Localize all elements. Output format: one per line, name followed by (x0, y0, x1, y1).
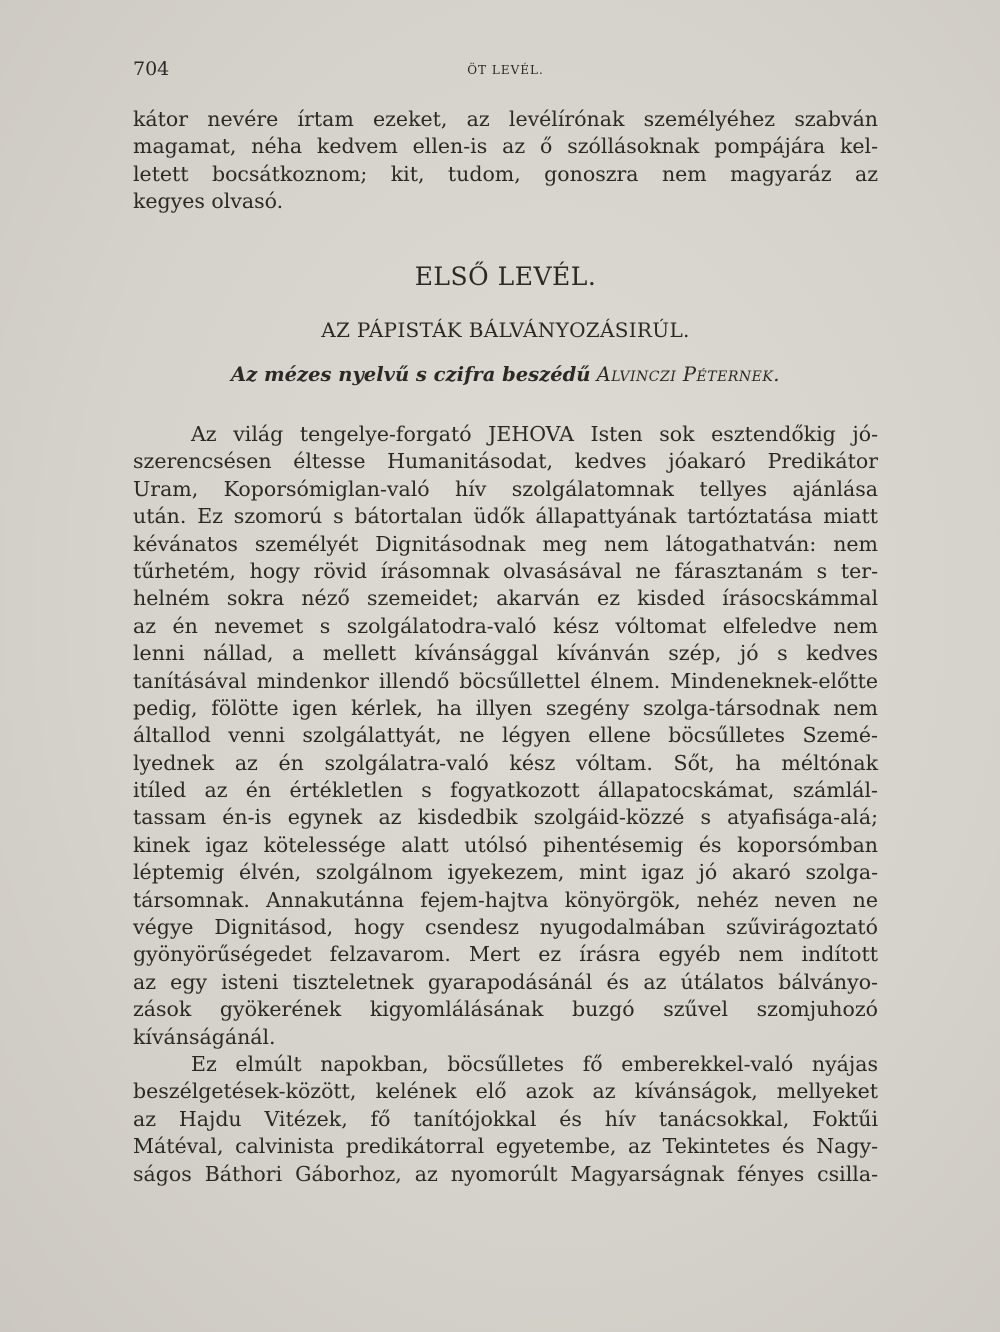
text-line: léptemig élvén, szolgálnom igyekezem, mint igaz jó akaró szolga- (133, 860, 878, 885)
text-line: zások gyökerének kigyomlálásának buzgó szűvel szomjuhozó (133, 997, 878, 1022)
text-line: helném sokra néző szemeidet; akarván ez kisded írásocskámmal (133, 586, 878, 611)
dedication-name: Alvinczi Péternek. (596, 363, 780, 386)
text-line: után. Ez szomorú s bátortalan üdők állapattyának tartóztatása miatt (133, 504, 878, 529)
page-number: 704 (133, 58, 170, 80)
text-line: Az világ tengelye-forgató JEHOVA Isten sok esztendőkig jó- (191, 422, 878, 446)
text-line: gyönyörűségedet felzavarom. Mert ez írásra egyéb nem indított (133, 942, 878, 967)
text-line: az én nevemet s szolgálatodra-való kész vóltomat elfeledve nem (133, 613, 878, 638)
intro-paragraph (133, 106, 878, 216)
dedication-epithet: Az mézes nyelvű s czifra beszédű (231, 363, 591, 386)
text-line: lyednek az én szolgálatra-való kész vóltam. Sőt, ha méltónak (133, 750, 878, 775)
text-line: kinek igaz kötelessége alatt utólsó pihentésemig és koporsómban (133, 832, 878, 857)
letter-title: ELSŐ LEVÉL. (414, 262, 597, 291)
text-line: kátor nevére írtam ezeket, az levélírónak személyéhez szabván (133, 107, 878, 131)
text-line: kévánatos személyét Dignitásodnak meg nem látogathatván: nem (133, 531, 878, 556)
text-line: letett bocsátkoznom; kit, tudom, gonoszra nem magyaráz az (133, 161, 878, 186)
dedication (133, 363, 878, 386)
text-line: itíled az én értékletlen s fogyatkozott állapatocskámat, számlál- (133, 778, 878, 803)
text-line: beszélgetések-között, kelének elő azok az kívánságok, mellyeket (133, 1079, 878, 1104)
running-head: ÖT LEVÉL. (467, 63, 544, 77)
letter-body (133, 421, 878, 1188)
text-line: az egy isteni tiszteletnek gyarapodásánál és az útálatos bálványo- (133, 969, 878, 994)
text-line: társomnak. Annakutánna fejem-hajtva könyörgök, nehéz neven ne (133, 887, 878, 912)
text-line: az Hajdu Vitézek, fő tanítójokkal és hív tanácsokkal, Foktűi (133, 1106, 878, 1131)
text-line: ságos Báthori Gáborhoz, az nyomorúlt Magyarságnak fényes csilla- (133, 1161, 878, 1186)
text-line: kegyes olvasó. (133, 189, 284, 214)
page-header (133, 58, 878, 88)
text-line: pedig, fölötte igen kérlek, ha illyen szegény szolga-társodnak nem (133, 695, 878, 720)
letter-subtitle: AZ PÁPISTÁK BÁLVÁNYOZÁSIRÚL. (321, 318, 690, 342)
text-line: tassam én-is egynek az kisdedbik szolgáid-közzé s atyafisága-alá; (133, 805, 878, 830)
text-line: szerencsésen éltesse Humanitásodat, kedves jóakaró Predikátor (133, 449, 878, 474)
text-line: tanításával mindenkor illendő böcsűllettel élnem. Mindeneknek-előtte (133, 668, 878, 693)
text-line: Uram, Koporsómiglan-való hív szolgálatomnak tellyes ajánlása (133, 476, 878, 501)
text-line: tűrhetém, hogy rövid írásomnak olvasásával ne fárasztanám s ter- (133, 558, 878, 583)
text-line: Ez elmúlt napokban, böcsűlletes fő emberekkel-való nyájas (191, 1051, 878, 1076)
text-line: lenni nállad, a mellett kívánsággal kívánván szép, jó s kedves (133, 641, 878, 666)
text-line: általlod venni szolgálattyát, ne légyen ellene böcsűlletes Szemé- (133, 723, 878, 748)
text-line: kívánságánál. (133, 1024, 276, 1049)
text-line: végye Dignitásod, hogy csendesz nyugodalmában szűvirágoztató (133, 915, 878, 940)
text-line: Mátéval, calvinista predikátorral egyetembe, az Tekintetes és Nagy- (133, 1134, 878, 1159)
text-line: magamat, néha kedvem ellen-is az ő szóllásoknak pompájára kel- (133, 134, 878, 159)
